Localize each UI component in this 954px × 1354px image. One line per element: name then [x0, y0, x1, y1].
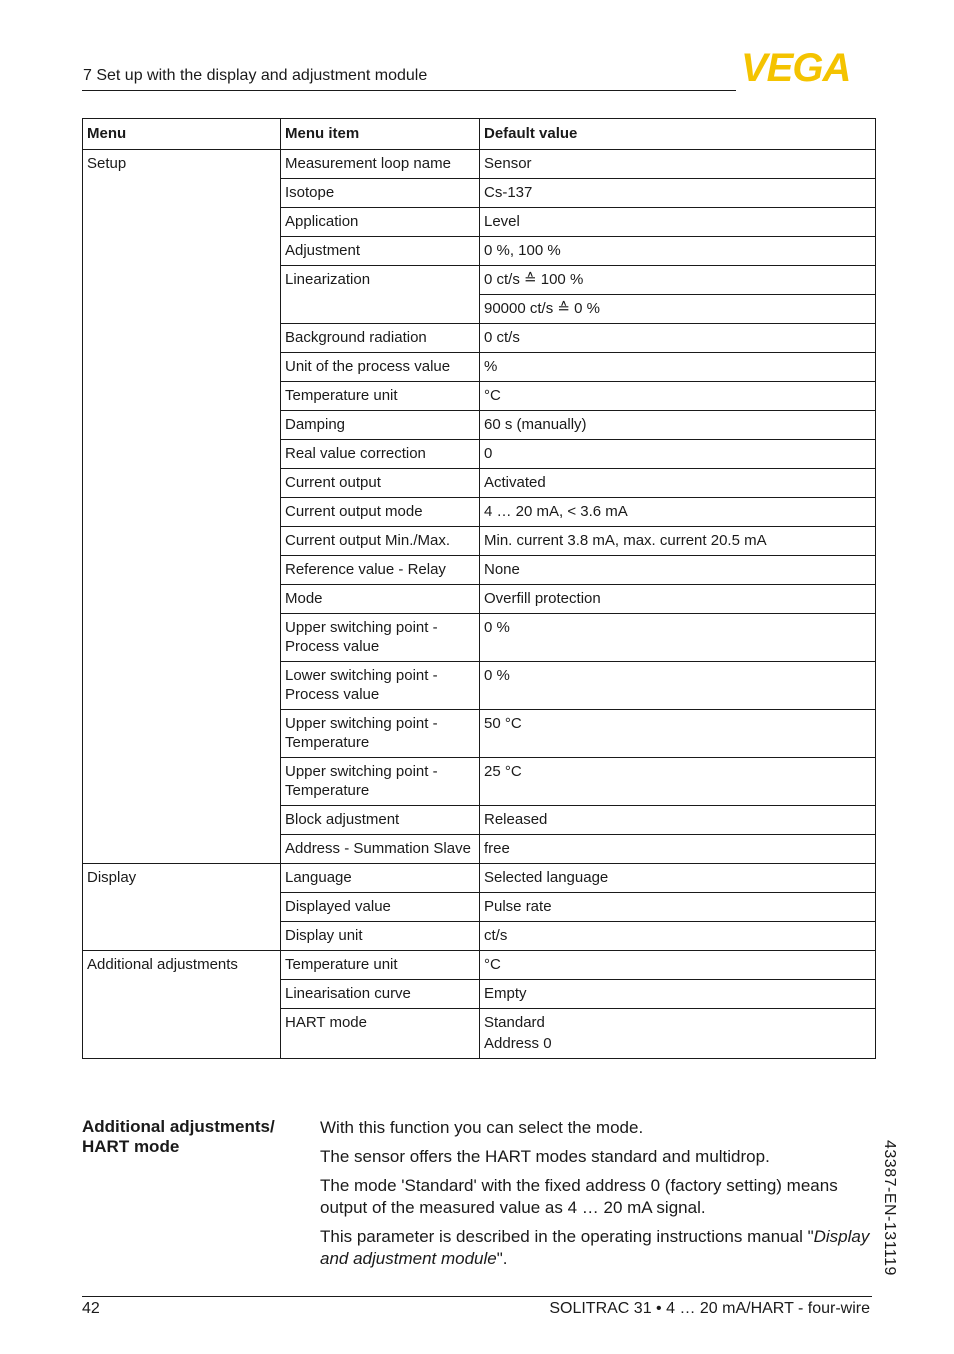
menu-item-cell: Linearisation curve: [281, 980, 480, 1009]
table-row: [83, 864, 876, 893]
menu-item-cell: Display unit: [281, 922, 480, 951]
paragraph: With this function you can select the mode.: [320, 1118, 644, 1137]
menu-item-cell: Temperature unit: [281, 382, 480, 411]
default-value-cell: 25 °C: [480, 758, 876, 806]
menu-item-cell: Current output Min./Max.: [281, 527, 480, 556]
menu-table: [82, 118, 876, 1059]
column-header-menu-item: Menu item: [281, 119, 480, 150]
default-value-cell: 0 ct/s: [480, 324, 876, 353]
default-value-cell: 50 °C: [480, 710, 876, 758]
page-header-title: 7 Set up with the display and adjustment module: [83, 67, 428, 84]
menu-item-cell: Adjustment: [281, 237, 480, 266]
menu-item-cell: Temperature unit: [281, 951, 480, 980]
menu-item-cell: Language: [281, 864, 480, 893]
default-value-cell: 90000 ct/s ≙ 0 %: [480, 295, 876, 324]
menu-item-cell: HART mode: [281, 1009, 480, 1059]
menu-item-cell: Mode: [281, 585, 480, 614]
menu-item-cell: Isotope: [281, 179, 480, 208]
menu-item-cell: Current output: [281, 469, 480, 498]
default-value-cell: Level: [480, 208, 876, 237]
menu-item-cell: Upper switching point - Temperature: [281, 758, 480, 806]
paragraph: The mode 'Standard' with the fixed address 0 (factory setting) means output of the measured value as 4 … 20 mA signal.: [320, 1176, 838, 1217]
menu-item-cell: Background radiation: [281, 324, 480, 353]
menu-cell: Additional adjustments: [83, 951, 281, 1059]
footer-document-title: SOLITRAC 31 • 4 … 20 mA/HART - four-wire: [549, 1300, 870, 1317]
default-value-cell: Sensor: [480, 150, 876, 179]
default-value-cell: 4 … 20 mA, < 3.6 mA: [480, 498, 876, 527]
column-header-menu: Menu: [83, 119, 281, 150]
default-value-cell: °C: [480, 951, 876, 980]
paragraph: The sensor offers the HART modes standard and multidrop.: [320, 1147, 770, 1166]
default-value-cell: 60 s (manually): [480, 411, 876, 440]
default-value-cell: Address 0: [480, 1032, 876, 1059]
manual-reference-suffix: ".: [496, 1249, 508, 1268]
default-value-cell: 0: [480, 440, 876, 469]
menu-item-cell: Upper switching point - Temperature: [281, 710, 480, 758]
default-value-cell: Empty: [480, 980, 876, 1009]
default-value-cell: 0 ct/s ≙ 100 %: [480, 266, 876, 295]
default-value-cell: Activated: [480, 469, 876, 498]
header-rule: [82, 90, 736, 91]
default-value-cell: None: [480, 556, 876, 585]
column-header-default-value: Default value: [480, 119, 876, 150]
table-row: [83, 150, 876, 179]
default-value-cell: Pulse rate: [480, 893, 876, 922]
menu-item-cell: Linearization: [281, 266, 480, 324]
menu-item-cell: Measurement loop name: [281, 150, 480, 179]
default-value-cell: Released: [480, 806, 876, 835]
default-value-cell: 0 %, 100 %: [480, 237, 876, 266]
menu-item-cell: Unit of the process value: [281, 353, 480, 382]
default-value-cell: 0 %: [480, 614, 876, 662]
table-row: [83, 951, 876, 980]
default-value-cell: Overfill protection: [480, 585, 876, 614]
document-code: 43387-EN-131119: [881, 1140, 898, 1276]
menu-cell: Setup: [83, 150, 281, 864]
default-value-cell: ct/s: [480, 922, 876, 951]
logo-text: VEGA: [741, 50, 851, 84]
default-value-cell: Min. current 3.8 mA, max. current 20.5 mA: [480, 527, 876, 556]
menu-item-cell: Address - Summation Slave: [281, 835, 480, 864]
section-body: [320, 1117, 880, 1277]
menu-item-cell: Upper switching point - Process value: [281, 614, 480, 662]
default-value-cell: °C: [480, 382, 876, 411]
vega-logo: [741, 50, 873, 84]
menu-item-cell: Block adjustment: [281, 806, 480, 835]
footer-rule: [82, 1296, 872, 1297]
menu-item-cell: Application: [281, 208, 480, 237]
paragraph-manual-reference: [320, 1226, 880, 1270]
menu-cell: Display: [83, 864, 281, 951]
menu-item-cell: Lower switching point - Process value: [281, 662, 480, 710]
default-value-cell: Standard: [480, 1009, 876, 1033]
menu-item-cell: Displayed value: [281, 893, 480, 922]
default-value-cell: Cs-137: [480, 179, 876, 208]
section-label: Additional adjustments/ HART mode: [82, 1117, 275, 1156]
menu-item-cell: Reference value - Relay: [281, 556, 480, 585]
default-value-cell: free: [480, 835, 876, 864]
manual-reference-title: Display and adjustment module: [320, 1227, 870, 1268]
menu-item-cell: Real value correction: [281, 440, 480, 469]
menu-item-cell: Damping: [281, 411, 480, 440]
table-body: [83, 150, 876, 1059]
table-header-row: [83, 119, 876, 150]
menu-item-cell: Current output mode: [281, 498, 480, 527]
page-number: 42: [82, 1300, 100, 1317]
default-value-cell: %: [480, 353, 876, 382]
default-value-cell: 0 %: [480, 662, 876, 710]
default-value-cell: Selected language: [480, 864, 876, 893]
manual-reference-prefix: This parameter is described in the operating instructions manual ": [320, 1227, 814, 1246]
